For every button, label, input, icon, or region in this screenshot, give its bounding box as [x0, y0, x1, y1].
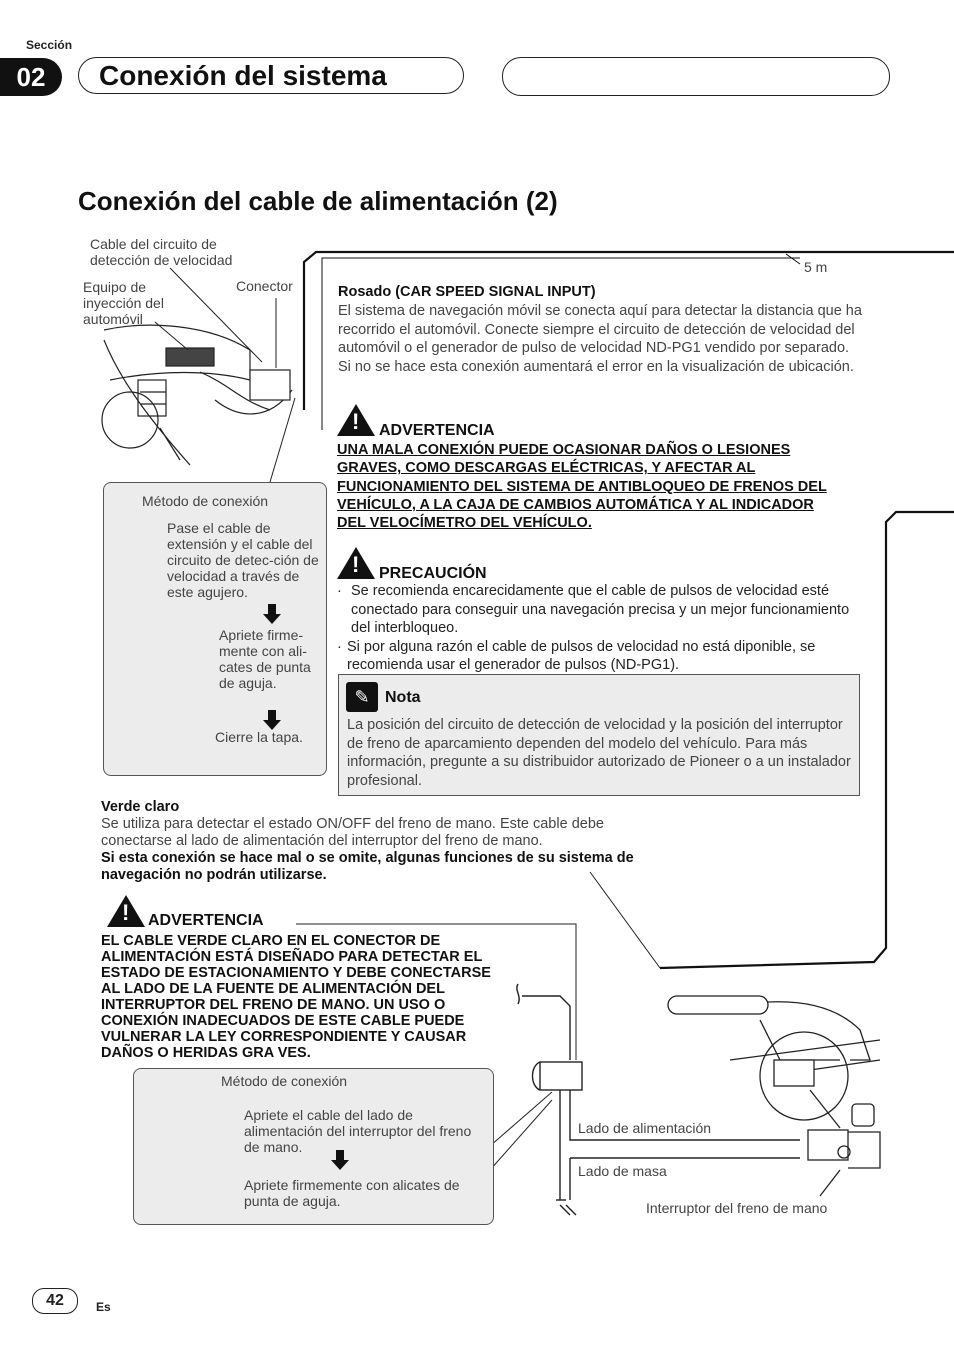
warning-icon	[337, 404, 375, 436]
warning2-line: AL LADO DE LA FUENTE DE ALIMENTACIÓN DEL	[101, 981, 445, 997]
warning2-line: ALIMENTACIÓN ESTÁ DISEÑADO PARA DETECTAR EL	[101, 949, 483, 965]
note-box	[338, 674, 860, 796]
label-lado-masa: Lado de masa	[578, 1163, 667, 1179]
leader-metodo-bottom	[490, 1092, 552, 1146]
leader-metodo-bottom-2	[490, 1100, 552, 1170]
label-cable-circuito: Cable del circuito de detección de velocidad	[90, 236, 233, 268]
leader-metodo-top	[270, 398, 295, 482]
warning1-line: VEHÍCULO, A LA CAJA DE CAMBIOS AUTOMÁTICA Y AL INDICADOR	[337, 496, 814, 513]
length-tick	[786, 254, 800, 264]
warning2-body	[101, 933, 531, 1061]
method-top-step2: Apriete firme-mente con ali-cates de punta de aguja.	[219, 627, 311, 691]
warning1-line: DEL VELOCÍMETRO DEL VEHÍCULO.	[337, 515, 592, 532]
warning1-heading: ADVERTENCIA	[379, 422, 495, 439]
warning1-line: GRAVES, COMO DESCARGAS ELÉCTRICAS, Y AFECTAR AL	[337, 460, 756, 477]
caution-item-text: Si por alguna razón el cable de pulsos de velocidad no está diponible, se recomienda usar el generador de pulsos (ND-PG1).	[347, 638, 816, 673]
arrow-down-icon	[331, 1160, 349, 1170]
handbrake-illustration	[668, 996, 880, 1196]
label-interruptor: Interruptor del freno de mano	[646, 1200, 828, 1216]
rosado-title: Rosado (CAR SPEED SIGNAL INPUT)	[338, 284, 596, 300]
warning2-line: INTERRUPTOR DEL FRENO DE MANO. UN USO O	[101, 997, 446, 1013]
warning2-heading: ADVERTENCIA	[148, 912, 264, 929]
arrow-down-icon	[263, 614, 281, 624]
warning2-line: ESTADO DE ESTACIONAMIENTO Y DEBE CONECTARSE	[101, 965, 491, 981]
leader-verde	[590, 872, 660, 968]
caution-item	[337, 638, 857, 675]
section-title: Conexión del sistema	[78, 57, 464, 94]
method-bottom-step2: Apriete firmemente con alicates de punta de aguja.	[244, 1177, 460, 1209]
language-code: Es	[96, 1300, 111, 1314]
method-bottom-step1: Apriete el cable del lado de alimentación del interruptor del freno de mano.	[244, 1107, 472, 1155]
section-label: Sección	[26, 38, 73, 52]
caution-item-text: Se recomienda encarecidamente que el cable de pulsos de velocidad esté conectado para conseguir una navegación precisa y un mejor funcionamiento del interbloqueo.	[351, 583, 850, 636]
caution-list	[337, 582, 857, 675]
caution-item	[337, 582, 857, 638]
method-top-title: Método de conexión	[142, 493, 269, 509]
bullet: ·	[337, 583, 342, 599]
pencil-icon: ✎	[346, 682, 378, 712]
section-number: 02	[0, 58, 62, 96]
label-lado-alimentacion: Lado de alimentación	[578, 1120, 712, 1136]
method-bottom-title: Método de conexión	[221, 1073, 348, 1089]
note-heading: Nota	[385, 689, 421, 706]
caution-heading: PRECAUCIÓN	[379, 565, 487, 582]
label-conector: Conector	[236, 278, 293, 294]
warning1-line: FUNCIONAMIENTO DEL SISTEMA DE ANTIBLOQUEO DE FRENOS DEL	[337, 478, 827, 495]
bottom-connector-illustration	[517, 984, 800, 1215]
verde-title: Verde claro	[101, 799, 180, 815]
page-number: 42	[32, 1288, 78, 1314]
car-interior-illustration	[102, 80, 292, 465]
caution-icon	[337, 547, 375, 579]
warning2-line: EL CABLE VERDE CLARO EN EL CONECTOR DE	[101, 933, 441, 949]
verde-bold-text: Si esta conexión se hace mal o se omite, algunas funciones de su sistema de navegación no podrán utilizarse.	[101, 850, 634, 883]
label-equipo-inyeccion: Equipo de inyección del automóvil	[83, 279, 164, 327]
warning-icon	[107, 895, 145, 927]
warning1-line: UNA MALA CONEXIÓN PUEDE OCASIONAR DAÑOS O LESIONES	[337, 442, 791, 458]
bullet: ·	[337, 638, 342, 655]
warning2-line: CONEXIÓN INADECUADOS DE ESTE CABLE PUEDE	[101, 1013, 465, 1029]
page-title: Conexión del cable de alimentación (2)	[78, 186, 558, 216]
note-text: La posición del circuito de detección de velocidad y la posición del interruptor de freno de aparcamiento dependen del modelo del vehículo. Para más información, pregunte a su distribuidor autorizado de Pioneer o a un instalador profesional.	[347, 717, 851, 789]
label-length: 5 m	[804, 259, 828, 275]
warning2-line: VULNERAR LA LEY CORRESPONDIENTE Y CAUSAR	[101, 1029, 467, 1045]
rosado-text: El sistema de navegación móvil se conecta aquí para detectar la distancia que ha recorrido el automóvil. Conecte siempre el circuito de detección de velocidad del automóvil o el generador de pulso de velocidad ND-PG1 vendido por separado. Si no se hace esta conexión aumentará el error en la visualización de ubicación.	[338, 303, 862, 375]
warning1-body	[337, 441, 877, 532]
warning2-line: DAÑOS O HERIDAS GRA VES.	[101, 1045, 311, 1061]
method-top-step1: Pase el cable de extensión y el cable del circuito de detec-ción de velocidad a través de este agujero.	[167, 520, 319, 600]
method-top-step3: Cierre la tapa.	[215, 729, 303, 745]
verde-text: Se utiliza para detectar el estado ON/OFF del freno de mano. Este cable debe conectarse al lado de alimentación del interruptor del freno de mano.	[101, 816, 604, 849]
